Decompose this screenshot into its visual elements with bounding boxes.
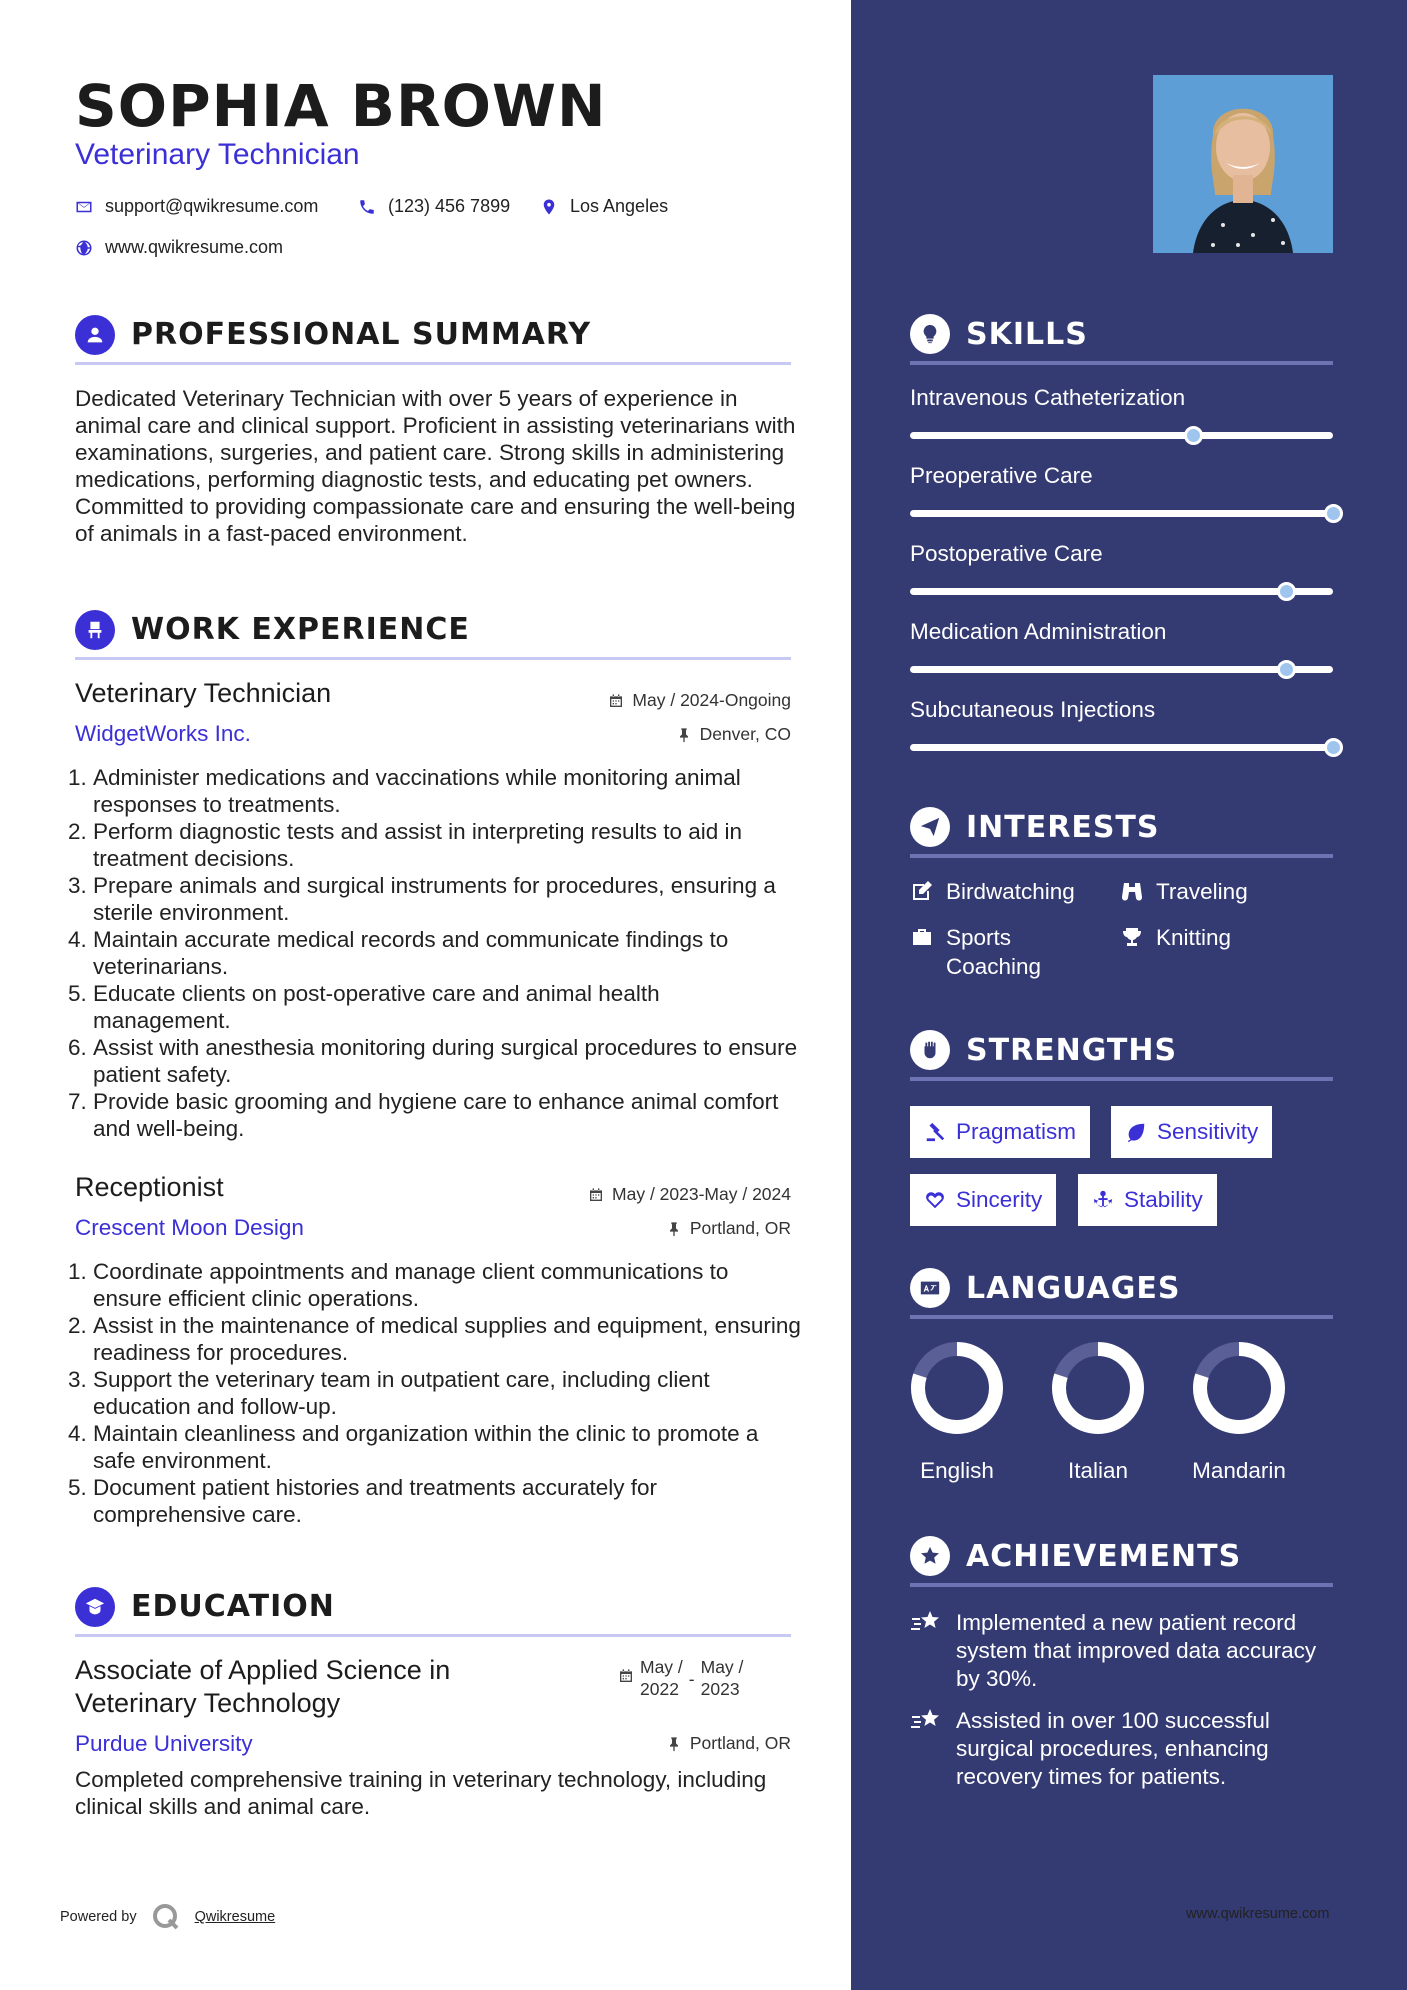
- education-location-text: Portland, OR: [689, 1733, 791, 1753]
- language-label: Mandarin: [1192, 1458, 1286, 1483]
- list-text: Provide basic grooming and hygiene care to enhance animal comfort and well-being.: [93, 1089, 779, 1141]
- strength-chip: [1078, 1174, 1217, 1226]
- language-icon: [910, 1268, 950, 1308]
- skill-label: Preoperative Care: [910, 463, 1093, 488]
- skill-label: Intravenous Catheterization: [910, 385, 1186, 410]
- school-name: Purdue University: [75, 1731, 253, 1756]
- globe-icon: [75, 239, 93, 257]
- job-bullets: [68, 1258, 803, 1528]
- achievement-text: Assisted in over 100 successful surgical procedures, enhancing recovery times for patients.: [956, 1708, 1270, 1789]
- contact-phone[interactable]: [358, 196, 510, 217]
- date-part: May /: [640, 1657, 683, 1677]
- powered-by-text: Powered by: [60, 1909, 137, 1925]
- list-text: Assist with anesthesia monitoring during surgical procedures to ensure patient safety.: [93, 1035, 798, 1087]
- list-text: Prepare animals and surgical instruments for procedures, ensuring a sterile environment.: [93, 873, 776, 925]
- graduate-icon: [75, 1587, 115, 1627]
- paper-plane-icon: [910, 807, 950, 847]
- list-number: 1.: [68, 765, 87, 790]
- achievement-item: [910, 1707, 1340, 1791]
- list-text: Maintain cleanliness and organization within the clinic to promote a safe environment.: [93, 1421, 759, 1473]
- list-item: [68, 1366, 803, 1420]
- list-item: [68, 764, 803, 818]
- skill-slider-knob: [1277, 582, 1296, 601]
- skill-slider-knob: [1324, 738, 1343, 757]
- languages-heading: [910, 1261, 1333, 1319]
- shooting-star-icon: [910, 1707, 942, 1735]
- language-level-ring: [1191, 1340, 1287, 1436]
- list-item: [68, 1088, 803, 1142]
- date-part: 2022: [640, 1679, 679, 1699]
- interest-item: [910, 877, 1120, 906]
- date-part: 2023: [700, 1679, 740, 1699]
- list-text: Administer medications and vaccinations while monitoring animal responses to treatments.: [93, 765, 741, 817]
- list-item: [68, 1474, 803, 1528]
- email-text: support@qwikresume.com: [105, 196, 319, 216]
- job-location: [676, 724, 791, 745]
- skill-slider-knob: [1184, 426, 1203, 445]
- list-text: Support the veterinary team in outpatient care, including client education and follow-up.: [93, 1367, 710, 1419]
- pushpin-icon: [666, 1221, 682, 1237]
- interest-item: [1120, 923, 1330, 952]
- fist-icon: [910, 1030, 950, 1070]
- achievements-heading-label: ACHIEVEMENTS: [966, 1538, 1242, 1574]
- language-level-ring: [909, 1340, 1005, 1436]
- location-text: Los Angeles: [570, 196, 669, 216]
- strength-chip: [910, 1174, 1056, 1226]
- trophy-icon: [1120, 925, 1144, 949]
- job-title: Receptionist: [75, 1172, 224, 1202]
- brand-link[interactable]: Qwikresume: [194, 1909, 276, 1925]
- strengths-heading-label: STRENGTHS: [966, 1032, 1178, 1068]
- skills-heading: [910, 307, 1333, 365]
- list-number: 3.: [68, 1367, 87, 1392]
- list-number: 5.: [68, 1475, 87, 1500]
- list-number: 3.: [68, 873, 87, 898]
- list-number: 2.: [68, 819, 87, 844]
- interests-heading: [910, 800, 1333, 858]
- job-location-text: Denver, CO: [699, 724, 791, 744]
- degree-line: Veterinary Technology: [75, 1688, 341, 1718]
- strength-label: Sincerity: [956, 1187, 1043, 1212]
- list-text: Document patient histories and treatments accurately for comprehensive care.: [93, 1475, 658, 1527]
- education-dates: [618, 1656, 743, 1700]
- interests-heading-label: INTERESTS: [966, 809, 1160, 845]
- list-text: Coordinate appointments and manage client communications to ensure efficient clinic operations.: [93, 1259, 729, 1311]
- strength-label: Stability: [1124, 1187, 1203, 1212]
- interest-label: Birdwatching: [946, 879, 1075, 904]
- calendar-icon: [618, 1668, 634, 1684]
- skill-label: Subcutaneous Injections: [910, 697, 1156, 722]
- education-heading: [75, 1579, 791, 1637]
- job-location-text: Portland, OR: [689, 1218, 791, 1238]
- list-text: Assist in the maintenance of medical supplies and equipment, ensuring readiness for procedures.: [93, 1313, 801, 1365]
- strengths-heading: [910, 1023, 1333, 1081]
- list-item: [68, 1312, 803, 1366]
- list-item: [68, 926, 803, 980]
- language-item: [897, 1340, 1017, 1484]
- star-badge-icon: [910, 1536, 950, 1576]
- summary-heading-label: PROFESSIONAL SUMMARY: [131, 317, 592, 352]
- language-level-ring: [1050, 1340, 1146, 1436]
- degree-title: [75, 1654, 450, 1720]
- skill-slider: [910, 432, 1333, 439]
- language-label: Italian: [1067, 1458, 1129, 1483]
- envelope-icon: [75, 198, 93, 216]
- interest-label: Sports Coaching: [946, 925, 1042, 979]
- company-name: Crescent Moon Design: [75, 1215, 304, 1240]
- list-item: [68, 1034, 803, 1088]
- job-dates-text: May / 2023-May / 2024: [612, 1184, 791, 1204]
- skill-label: Postoperative Care: [910, 541, 1103, 566]
- end-date: [701, 1656, 744, 1700]
- degree-line: Associate of Applied Science in: [75, 1655, 451, 1685]
- list-item: [68, 1420, 803, 1474]
- education-text: Completed comprehensive training in veterinary technology, including clinical skills and animal care.: [75, 1767, 767, 1819]
- list-number: 4.: [68, 927, 87, 952]
- list-item: [68, 1258, 803, 1312]
- list-text: Perform diagnostic tests and assist in interpreting results to aid in treatment decisions.: [93, 819, 743, 871]
- job-bullets: [68, 764, 803, 1142]
- leaf-icon: [1125, 1121, 1147, 1143]
- list-number: 6.: [68, 1035, 87, 1060]
- website-text: www.qwikresume.com: [105, 237, 284, 257]
- list-item: [68, 980, 803, 1034]
- education-location: [666, 1733, 791, 1754]
- skill-label: Medication Administration: [910, 619, 1167, 644]
- strength-label: Pragmatism: [956, 1119, 1077, 1144]
- heart-icon: [924, 1189, 946, 1211]
- contact-location: [540, 196, 668, 217]
- briefcase-icon: [910, 925, 934, 949]
- skills-heading-label: SKILLS: [966, 316, 1088, 352]
- interest-label: Traveling: [1156, 879, 1248, 904]
- achievement-item: [910, 1609, 1340, 1693]
- interest-label: Knitting: [1156, 925, 1232, 950]
- language-item: [1179, 1340, 1299, 1484]
- start-date: [640, 1656, 683, 1700]
- job-dates: [588, 1184, 791, 1205]
- pushpin-icon: [666, 1736, 682, 1752]
- job-title: Veterinary Technician: [75, 678, 332, 708]
- job-dates-text: May / 2024-Ongoing: [632, 690, 791, 710]
- qwikresume-logo-icon: [151, 1902, 181, 1932]
- calendar-icon: [588, 1187, 604, 1203]
- language-item: [1038, 1340, 1158, 1484]
- phone-icon: [358, 198, 376, 216]
- summary-heading: [75, 307, 791, 365]
- skill-slider-knob: [1324, 504, 1343, 523]
- skill-slider: [910, 666, 1333, 673]
- job-location: [666, 1218, 791, 1239]
- job-dates: [608, 690, 791, 711]
- summary-text: Dedicated Veterinary Technician with over 5 years of experience in animal care and clinical support. Proficient in assisting veterinarians with examinations, surgeries, and patient care. Strong skills in administering medications, performing diagnostic tests, and educating pet owners. Committed to providing compassionate care and ensuring the well-being of animals in a fast-paced environment.: [75, 386, 796, 546]
- list-number: 7.: [68, 1089, 87, 1114]
- anchor-icon: [1092, 1189, 1114, 1211]
- map-pin-icon: [540, 198, 558, 216]
- interest-item: [910, 923, 1065, 981]
- strength-chip: [1111, 1106, 1272, 1158]
- candidate-title: Veterinary Technician: [75, 138, 360, 171]
- candidate-name: SOPHIA BROWN: [75, 72, 607, 140]
- experience-heading: [75, 602, 791, 660]
- pencil-square-icon: [910, 879, 934, 903]
- pushpin-icon: [676, 727, 692, 743]
- list-number: 2.: [68, 1313, 87, 1338]
- achievements-heading: [910, 1529, 1333, 1587]
- skill-slider-knob: [1277, 660, 1296, 679]
- strength-chip: [910, 1106, 1090, 1158]
- phone-text: (123) 456 7899: [388, 196, 511, 216]
- list-text: Maintain accurate medical records and communicate findings to veterinarians.: [93, 927, 729, 979]
- skill-slider: [910, 744, 1333, 751]
- achievement-text: Implemented a new patient record system that improved data accuracy by 30%.: [956, 1610, 1317, 1691]
- binoculars-icon: [1120, 879, 1144, 903]
- powered-by: [60, 1902, 275, 1932]
- chair-icon: [75, 610, 115, 650]
- list-item: [68, 872, 803, 926]
- gavel-icon: [924, 1121, 946, 1143]
- strength-label: Sensitivity: [1157, 1119, 1259, 1144]
- language-label: English: [920, 1458, 994, 1483]
- interest-item: [1120, 877, 1330, 906]
- company-name: WidgetWorks Inc.: [75, 721, 251, 746]
- contact-website[interactable]: [75, 237, 283, 258]
- date-part: May /: [700, 1657, 744, 1677]
- experience-heading-label: WORK EXPERIENCE: [131, 612, 470, 647]
- list-item: [68, 818, 803, 872]
- calendar-icon: [608, 693, 624, 709]
- contact-email[interactable]: [75, 196, 318, 217]
- footer-url[interactable]: www.qwikresume.com: [1186, 1906, 1330, 1922]
- lightbulb-icon: [910, 314, 950, 354]
- list-text: Educate clients on post-operative care and animal health management.: [93, 981, 660, 1033]
- user-icon: [75, 315, 115, 355]
- date-separator: -: [688, 1669, 695, 1689]
- list-number: 1.: [68, 1259, 87, 1284]
- skill-slider: [910, 588, 1333, 595]
- skill-slider: [910, 510, 1333, 517]
- list-number: 4.: [68, 1421, 87, 1446]
- shooting-star-icon: [910, 1609, 942, 1637]
- education-heading-label: EDUCATION: [131, 1589, 335, 1624]
- profile-photo: [1153, 75, 1333, 253]
- languages-heading-label: LANGUAGES: [966, 1270, 1181, 1306]
- list-number: 5.: [68, 981, 87, 1006]
